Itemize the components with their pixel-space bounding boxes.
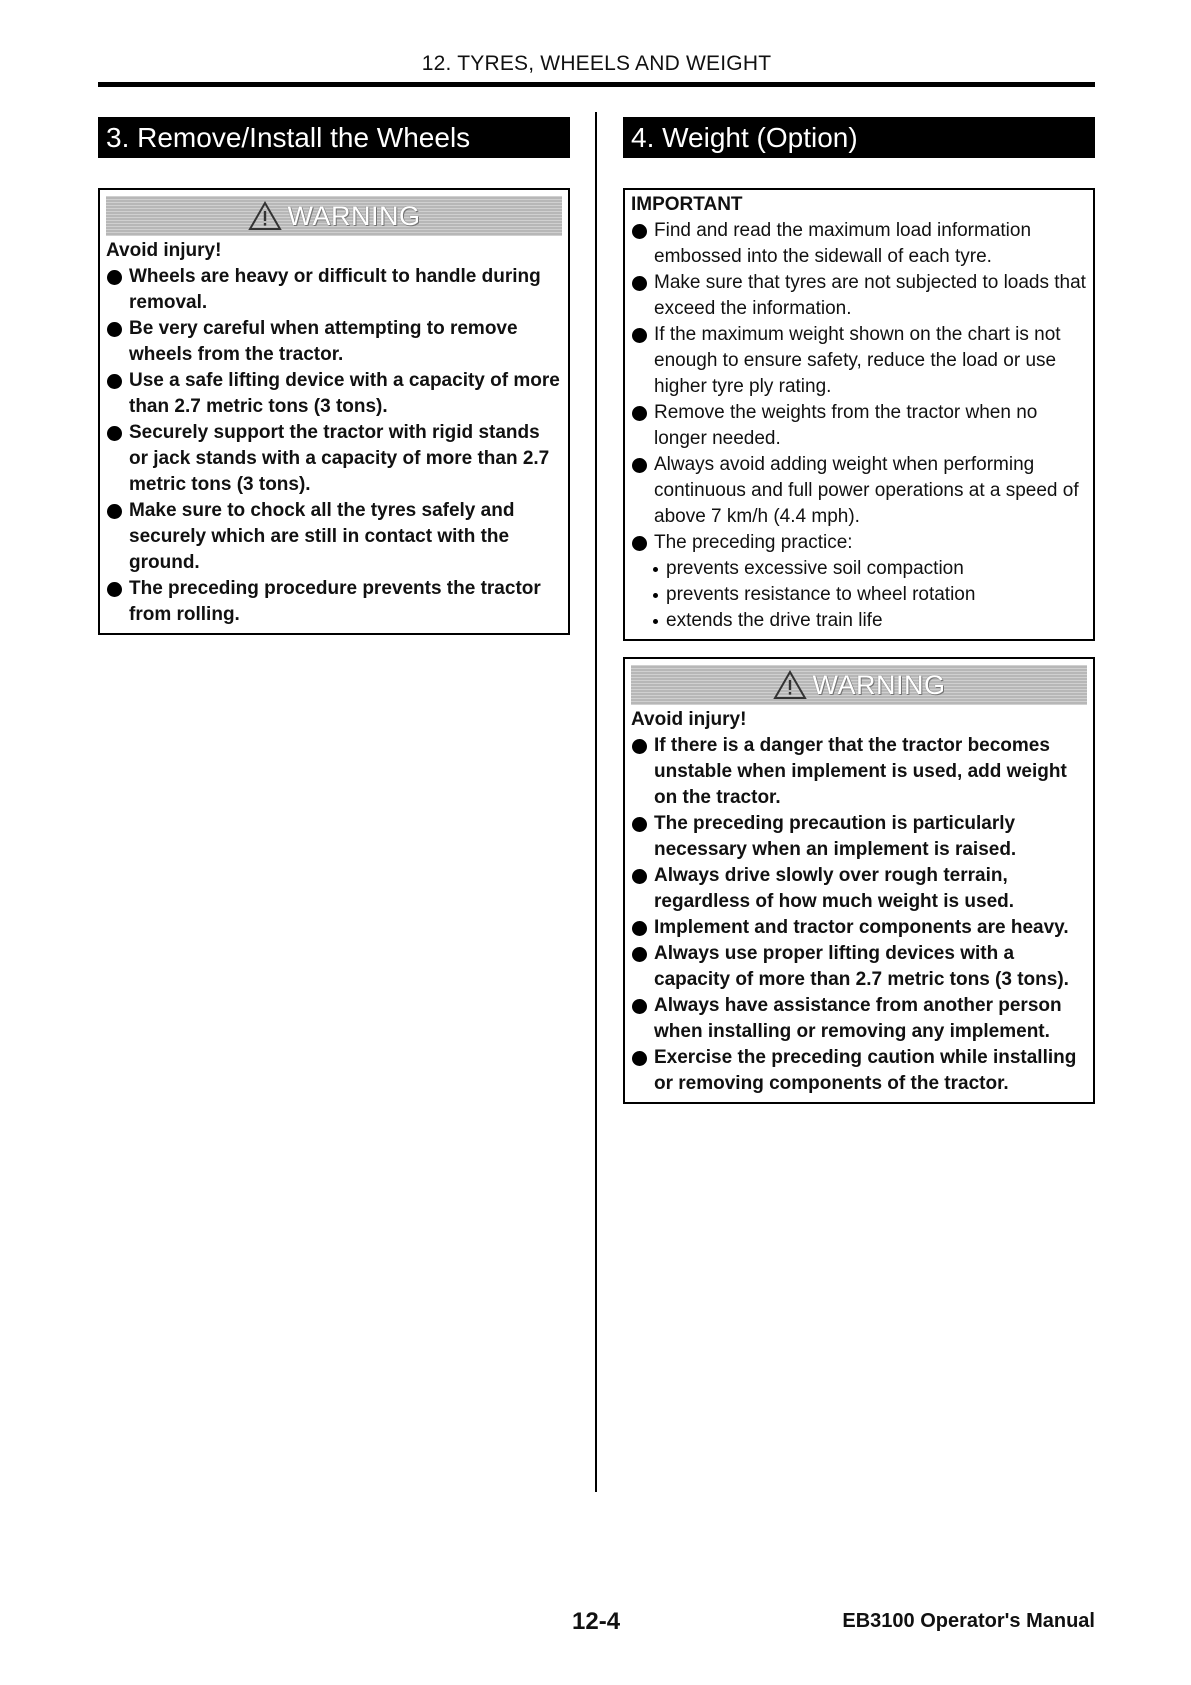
warning-triangle-icon bbox=[773, 670, 807, 700]
warning-heading: Avoid injury! bbox=[631, 709, 747, 730]
important-box bbox=[623, 188, 1095, 641]
warning-triangle-icon bbox=[248, 201, 282, 231]
bullet-icon bbox=[632, 947, 647, 962]
warning-banner bbox=[106, 196, 562, 236]
sub-list-item: extends the drive train life bbox=[631, 608, 1087, 634]
list-item: Make sure that tyres are not subjected to loads that exceed the information. bbox=[631, 270, 1087, 322]
list-item: Always avoid adding weight when performing continuous and full power operations at a speed of above 7 km/h (4.4 mph). bbox=[631, 452, 1087, 530]
warning-heading: Avoid injury! bbox=[106, 240, 222, 261]
important-sub-list bbox=[631, 556, 1087, 634]
important-list bbox=[631, 218, 1087, 556]
bullet-icon bbox=[632, 999, 647, 1014]
bullet-icon bbox=[632, 739, 647, 754]
bullet-icon bbox=[632, 328, 647, 343]
section-title-weight-option: 4. Weight (Option) bbox=[623, 117, 1095, 158]
list-item: Remove the weights from the tractor when no longer needed. bbox=[631, 400, 1087, 452]
bullet-icon bbox=[107, 504, 122, 519]
list-item: The preceding practice: bbox=[631, 530, 1087, 556]
list-item: Always drive slowly over rough terrain, regardless of how much weight is used. bbox=[631, 863, 1087, 915]
important-heading: IMPORTANT bbox=[631, 194, 743, 215]
list-item: Exercise the preceding caution while installing or removing components of the tractor. bbox=[631, 1045, 1087, 1097]
list-item: Be very careful when attempting to remove wheels from the tractor. bbox=[106, 316, 562, 368]
bullet-icon bbox=[107, 426, 122, 441]
list-item: If there is a danger that the tractor becomes unstable when implement is used, add weight on the tractor. bbox=[631, 733, 1087, 811]
sub-list-item: prevents excessive soil compaction bbox=[631, 556, 1087, 582]
warning-banner bbox=[631, 665, 1087, 705]
list-item: Always use proper lifting devices with a capacity of more than 2.7 metric tons (3 tons). bbox=[631, 941, 1087, 993]
list-item: Make sure to chock all the tyres safely and securely which are still in contact with the ground. bbox=[106, 498, 562, 576]
warning-box-wheels bbox=[98, 188, 570, 635]
bullet-icon bbox=[632, 536, 647, 551]
list-item: Implement and tractor components are heavy. bbox=[631, 915, 1087, 941]
bullet-icon bbox=[632, 276, 647, 291]
small-bullet-icon bbox=[653, 593, 658, 598]
list-item: Securely support the tractor with rigid stands or jack stands with a capacity of more than 2.7 metric tons (3 tons). bbox=[106, 420, 562, 498]
bullet-icon bbox=[107, 582, 122, 597]
page-number: 12-4 bbox=[572, 1608, 621, 1635]
bullet-icon bbox=[632, 817, 647, 832]
manual-name: EB3100 Operator's Manual bbox=[842, 1610, 1095, 1632]
bullet-icon bbox=[632, 869, 647, 884]
section-title-remove-install-wheels: 3. Remove/Install the Wheels bbox=[98, 117, 570, 158]
list-item: Always have assistance from another person when installing or removing any implement. bbox=[631, 993, 1087, 1045]
small-bullet-icon bbox=[653, 567, 658, 572]
bullet-icon bbox=[632, 406, 647, 421]
warning-banner-label: WARNING bbox=[287, 200, 421, 231]
list-item: The preceding precaution is particularly necessary when an implement is raised. bbox=[631, 811, 1087, 863]
bullet-icon bbox=[107, 374, 122, 389]
bullet-icon bbox=[632, 458, 647, 473]
bullet-icon bbox=[632, 1051, 647, 1066]
list-item: If the maximum weight shown on the chart is not enough to ensure safety, reduce the load or use higher tyre ply rating. bbox=[631, 322, 1087, 400]
bullet-icon bbox=[632, 224, 647, 239]
sub-list-item: prevents resistance to wheel rotation bbox=[631, 582, 1087, 608]
column-divider bbox=[595, 112, 597, 1492]
small-bullet-icon bbox=[653, 619, 658, 624]
bullet-icon bbox=[632, 921, 647, 936]
list-item: The preceding procedure prevents the tractor from rolling. bbox=[106, 576, 562, 628]
warning-banner-label: WARNING bbox=[812, 669, 946, 700]
page-header-title: 12. TYRES, WHEELS AND WEIGHT bbox=[421, 52, 772, 75]
list-item: Wheels are heavy or difficult to handle during removal. bbox=[106, 264, 562, 316]
bullet-icon bbox=[107, 322, 122, 337]
list-item: Find and read the maximum load information embossed into the sidewall of each tyre. bbox=[631, 218, 1087, 270]
header-rule bbox=[98, 82, 1095, 87]
warning-list bbox=[106, 264, 562, 628]
list-item: Use a safe lifting device with a capacity of more than 2.7 metric tons (3 tons). bbox=[106, 368, 562, 420]
bullet-icon bbox=[107, 270, 122, 285]
warning-box-weight bbox=[623, 657, 1095, 1104]
warning-list bbox=[631, 733, 1087, 1097]
